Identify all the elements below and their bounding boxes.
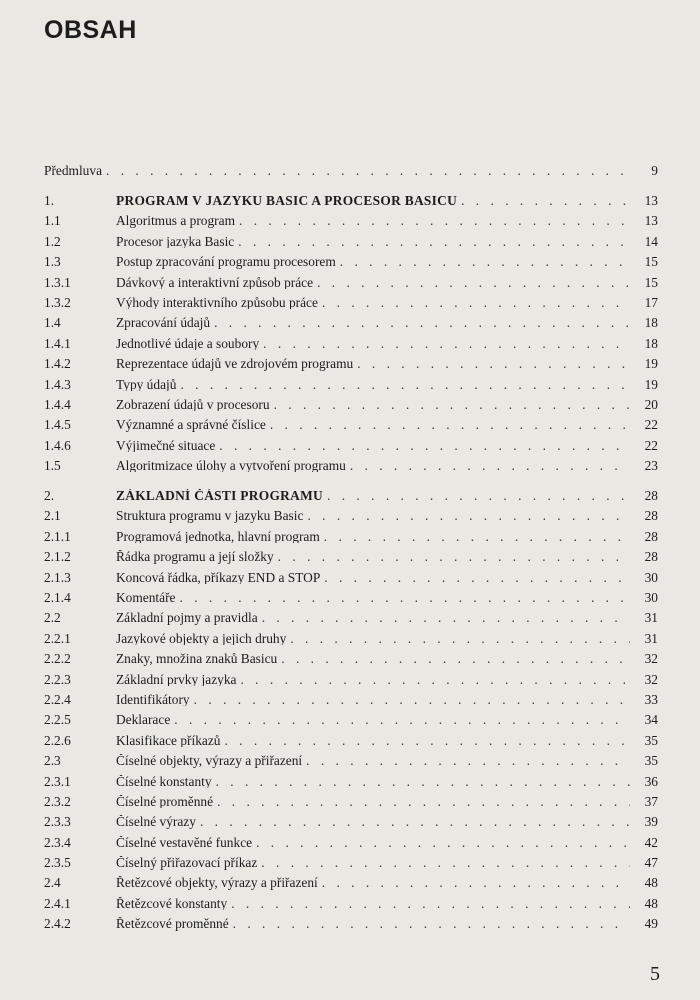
toc-number: 2.2 xyxy=(44,610,61,626)
dot-leader xyxy=(194,693,630,706)
toc-entry xyxy=(44,686,658,706)
toc-title: Programová jednotka, hlavní program xyxy=(116,529,320,544)
toc-number: 2.2.3 xyxy=(44,671,71,687)
dot-leader xyxy=(317,276,630,289)
toc-page-number: 22 xyxy=(644,417,658,433)
toc-number: 1.4.4 xyxy=(44,396,71,412)
dot-leader xyxy=(180,591,631,604)
toc-page-number: 32 xyxy=(644,671,658,687)
toc-number: 2.1.2 xyxy=(44,549,71,565)
toc-entry xyxy=(44,890,658,910)
toc-entry xyxy=(44,543,658,563)
toc-entry xyxy=(44,625,658,645)
toc-page-number: 48 xyxy=(644,875,658,891)
toc-number: 1.2 xyxy=(44,233,61,249)
toc-page-number: 18 xyxy=(644,315,658,331)
toc-entry xyxy=(44,808,658,828)
toc-entry xyxy=(44,604,658,624)
toc-title: Znaky, množina znaků Basicu xyxy=(116,652,278,666)
toc-number: 1.4.5 xyxy=(44,417,71,433)
toc-number: 1.1 xyxy=(44,213,61,229)
dot-leader xyxy=(306,754,630,767)
toc-entry xyxy=(44,666,658,686)
toc-number: 2.2.4 xyxy=(44,691,71,707)
toc-title: Výhody interaktivního způsobu práce xyxy=(116,295,318,310)
dot-leader xyxy=(180,378,630,391)
toc-entry xyxy=(44,350,658,370)
toc-entry xyxy=(44,747,658,767)
toc-number: 1.3 xyxy=(44,254,61,270)
toc-number: 1.4.1 xyxy=(44,335,71,351)
toc-title: Algoritmus a program xyxy=(116,214,236,228)
toc-number: 1.4.6 xyxy=(44,437,71,453)
toc-number: 2.2.5 xyxy=(44,712,71,728)
toc-entry xyxy=(44,645,658,665)
toc-page-number: 30 xyxy=(644,569,658,585)
dot-leader xyxy=(262,611,630,624)
toc-entry xyxy=(44,432,658,452)
toc-title: Číselné objekty, výrazy a přiřazení xyxy=(116,754,303,768)
toc-page-number: 36 xyxy=(644,773,658,789)
toc-entry xyxy=(44,706,658,726)
toc-page-number: 28 xyxy=(644,488,658,504)
toc-entry xyxy=(44,502,658,522)
toc-title: Struktura programu v jazyku Basic xyxy=(116,509,304,523)
dot-leader xyxy=(461,194,630,207)
toc-entry xyxy=(44,727,658,747)
toc-number: 1.4.2 xyxy=(44,356,71,372)
toc-title: Základní prvky jazyka xyxy=(116,672,237,686)
toc-entry xyxy=(44,207,658,227)
toc-page-number: 28 xyxy=(644,528,658,544)
dot-leader xyxy=(224,734,630,747)
toc-title: Procesor jazyka Basic xyxy=(116,234,235,249)
toc-number: 2.3.2 xyxy=(44,793,71,809)
toc-page-number: 15 xyxy=(644,254,658,270)
toc-page-number: 31 xyxy=(644,630,658,646)
toc-title: Číselné vestavěné funkce xyxy=(116,835,253,850)
toc-page-number: 22 xyxy=(644,437,658,453)
toc-number: 1. xyxy=(44,192,55,208)
dot-leader xyxy=(324,571,630,584)
dot-leader xyxy=(281,652,630,665)
toc-chapter-2 xyxy=(44,472,658,502)
toc-title: Reprezentace údajů ve zdrojovém programu xyxy=(116,357,354,371)
toc-chapter-title: PROGRAM V JAZYKU BASIC A PROCESOR BASICU xyxy=(116,193,458,208)
toc-page-number: 14 xyxy=(644,233,658,249)
toc-page-number: 35 xyxy=(644,753,658,769)
dot-leader xyxy=(216,775,630,788)
toc-number: 2.1 xyxy=(44,508,61,524)
toc-page-number: 19 xyxy=(644,356,658,372)
toc-entry xyxy=(44,870,658,890)
toc-page-number: 28 xyxy=(644,508,658,524)
toc-number: 1.4 xyxy=(44,315,61,331)
toc-title: Komentáře xyxy=(116,591,176,605)
toc-number: 2.1.1 xyxy=(44,528,71,544)
toc-entry xyxy=(44,309,658,329)
toc-number: 2.3.4 xyxy=(44,834,71,850)
toc-page-number: 42 xyxy=(644,834,658,850)
toc-page-number: 47 xyxy=(644,855,658,871)
toc-number: 1.4.3 xyxy=(44,376,71,392)
toc-number: 2.4.1 xyxy=(44,895,71,911)
dot-leader xyxy=(340,255,630,268)
toc-title: Základní pojmy a pravidla xyxy=(116,611,258,625)
toc-page-number: 23 xyxy=(644,458,658,474)
toc-number: 2.2.1 xyxy=(44,630,71,646)
dot-leader xyxy=(327,489,630,502)
toc-entry xyxy=(44,523,658,543)
toc-title: Číselný přiřazovací příkaz xyxy=(116,856,258,870)
toc-entry xyxy=(44,228,658,248)
toc-entry xyxy=(44,371,658,391)
toc-title: Číselné výrazy xyxy=(116,815,196,829)
toc-number: 2.4.2 xyxy=(44,916,71,932)
dot-leader xyxy=(350,459,630,472)
dot-leader xyxy=(324,530,630,543)
dot-leader xyxy=(233,917,630,930)
toc-page-number: 39 xyxy=(644,814,658,830)
dot-leader xyxy=(231,897,630,910)
dot-leader xyxy=(322,876,630,889)
toc-page-number: 13 xyxy=(644,213,658,229)
dot-leader xyxy=(238,235,630,248)
toc-number: 2.2.6 xyxy=(44,732,71,748)
toc-entry xyxy=(44,849,658,869)
toc-entry xyxy=(44,768,658,788)
dot-leader xyxy=(217,795,630,808)
toc-title: Postup zpracování programu procesorem xyxy=(116,255,336,269)
toc-entry xyxy=(44,788,658,808)
dot-leader xyxy=(278,550,630,563)
toc-number: 2.1.4 xyxy=(44,590,71,606)
toc-title: Číselné konstanty xyxy=(116,774,212,788)
toc-number: 2.2.2 xyxy=(44,651,71,667)
dot-leader xyxy=(261,856,630,869)
dot-leader xyxy=(240,673,630,686)
toc-title: Významné a správné číslice xyxy=(116,418,266,432)
toc-page-number: 28 xyxy=(644,549,658,565)
dot-leader xyxy=(106,164,630,177)
toc-entry xyxy=(44,248,658,268)
toc-number: 2.3.1 xyxy=(44,773,71,789)
toc-page-number: 13 xyxy=(644,192,658,208)
toc-entry xyxy=(44,289,658,309)
page-folio-number: 5 xyxy=(650,963,660,985)
dot-leader xyxy=(274,398,630,411)
toc-page-number: 49 xyxy=(644,916,658,932)
toc-chapter-title: ZÁKLADNÍ ČÁSTI PROGRAMU xyxy=(116,489,324,503)
toc-page-number: 18 xyxy=(644,335,658,351)
toc-chapter-1 xyxy=(44,177,658,207)
toc-title: Typy údajů xyxy=(116,377,177,391)
toc-title: Dávkový a interaktivní způsob práce xyxy=(116,275,314,289)
toc-entry xyxy=(44,452,658,472)
toc-entry xyxy=(44,411,658,431)
toc-title: Deklarace xyxy=(116,713,171,727)
toc-page-number: 19 xyxy=(644,376,658,392)
toc-page-number: 32 xyxy=(644,651,658,667)
toc-title: Výjimečné situace xyxy=(116,438,216,453)
toc-number: 2.3.5 xyxy=(44,855,71,871)
toc-page-number: 33 xyxy=(644,691,658,707)
dot-leader xyxy=(263,337,630,350)
toc-entry xyxy=(44,584,658,604)
dot-leader xyxy=(256,836,630,849)
toc-title: Zpracování údajů xyxy=(116,316,211,330)
toc-title: Zobrazení údajů v procesoru xyxy=(116,397,270,412)
toc-title: Jazykové objekty a jejich druhy xyxy=(116,631,287,646)
dot-leader xyxy=(200,815,630,828)
dot-leader xyxy=(322,296,630,309)
toc-entry xyxy=(44,564,658,584)
toc-entry xyxy=(44,330,658,350)
toc-entry xyxy=(44,910,658,930)
dot-leader xyxy=(270,418,630,431)
toc-title: Jednotlivé údaje a soubory xyxy=(116,336,260,351)
toc-entry xyxy=(44,829,658,849)
dot-leader xyxy=(214,316,630,329)
toc-title: Algoritmizace úlohy a vytvoření programu xyxy=(116,459,346,473)
dot-leader xyxy=(174,713,630,726)
toc-number: 2.4 xyxy=(44,875,61,891)
toc-title: Klasifikace příkazů xyxy=(116,733,221,748)
toc-page-number: 37 xyxy=(644,793,658,809)
toc-page-number: 17 xyxy=(644,294,658,310)
toc-page-number: 31 xyxy=(644,610,658,626)
toc-number: 1.3.2 xyxy=(44,294,71,310)
toc-title: Identifikátory xyxy=(116,692,190,707)
table-of-contents xyxy=(44,157,658,931)
toc-number: 2. xyxy=(44,488,55,504)
toc-entry xyxy=(44,269,658,289)
toc-page-number: 20 xyxy=(644,396,658,412)
dot-leader xyxy=(307,509,630,522)
dot-leader xyxy=(219,439,630,452)
toc-title: Koncová řádka, příkazy END a STOP xyxy=(116,570,321,585)
page-heading: OBSAH xyxy=(44,16,137,44)
toc-number: 1.5 xyxy=(44,458,61,474)
toc-page-number: 9 xyxy=(651,162,658,178)
toc-entry xyxy=(44,391,658,411)
toc-page-number: 15 xyxy=(644,274,658,290)
toc-entry-title: Předmluva xyxy=(44,162,103,178)
toc-number: 2.1.3 xyxy=(44,569,71,585)
toc-entry-predmluva xyxy=(44,157,658,177)
toc-title: Řetězcové konstanty xyxy=(116,896,228,911)
toc-page-number: 35 xyxy=(644,732,658,748)
dot-leader xyxy=(357,357,630,370)
toc-page-number: 30 xyxy=(644,590,658,606)
dot-leader xyxy=(239,214,630,227)
dot-leader xyxy=(290,632,630,645)
toc-number: 1.3.1 xyxy=(44,274,71,290)
toc-number: 2.3.3 xyxy=(44,814,71,830)
toc-title: Řádka programu a její složky xyxy=(116,550,274,564)
toc-title: Řetězcové proměnné xyxy=(116,917,229,931)
toc-number: 2.3 xyxy=(44,753,61,769)
toc-title: Řetězcové objekty, výrazy a přiřazení xyxy=(116,876,318,890)
toc-page-number: 48 xyxy=(644,895,658,911)
toc-page-number: 34 xyxy=(644,712,658,728)
toc-title: Číselné proměnné xyxy=(116,794,214,809)
